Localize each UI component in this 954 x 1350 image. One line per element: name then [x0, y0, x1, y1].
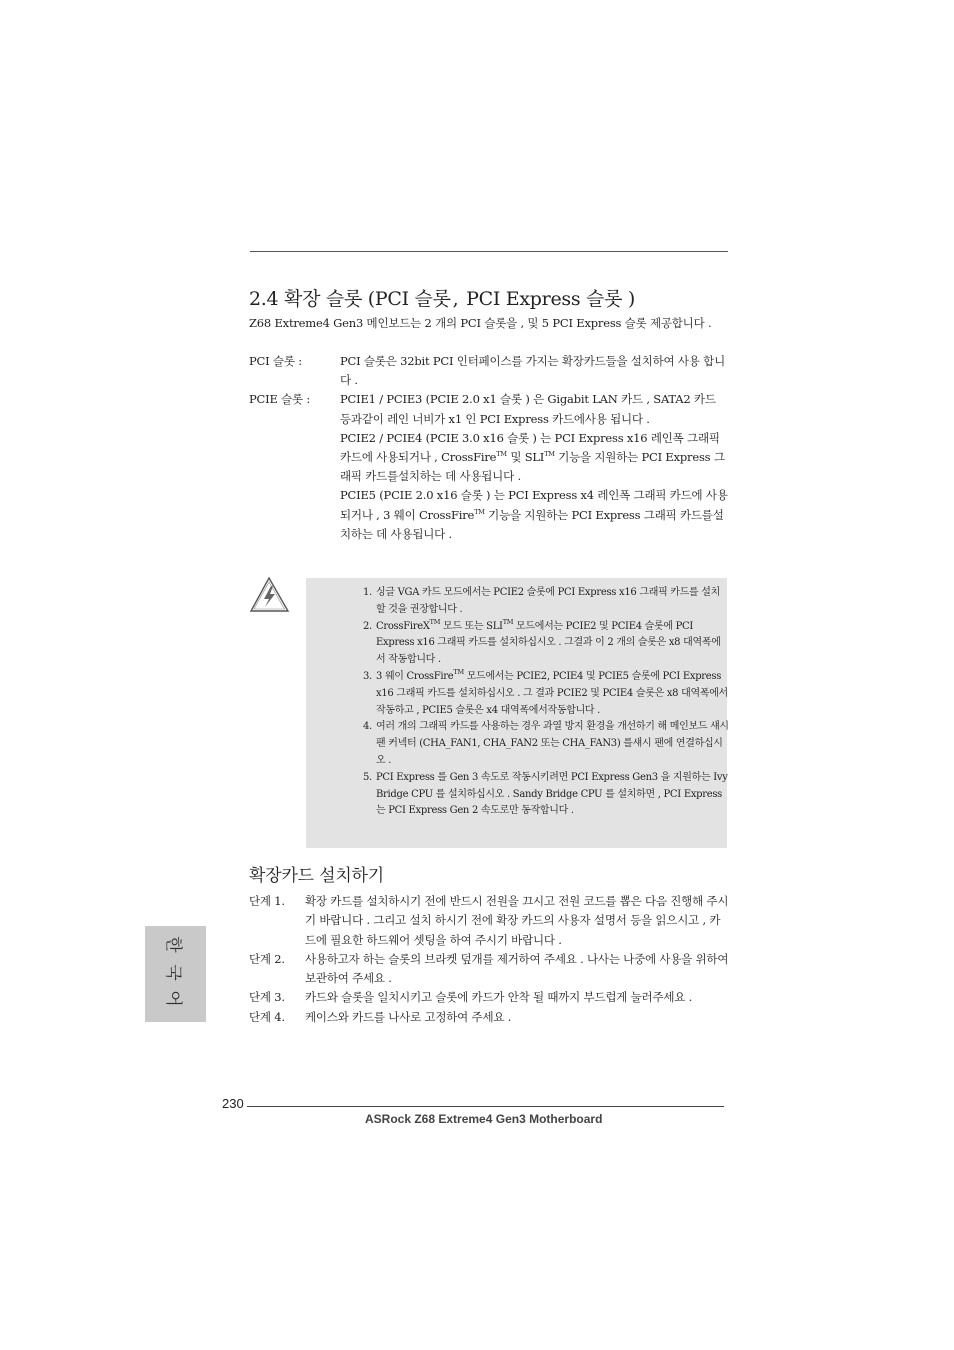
language-tab-char: 국 — [163, 964, 183, 981]
slot-definitions — [249, 352, 729, 544]
pci-slot-desc: PCI 슬롯은 32bit PCI 인터페이스를 가지는 확장카드들을 설치하여 사용 합니다 . — [340, 354, 725, 388]
pcie-desc-p1: PCIE1 / PCIE3 (PCIE 2.0 x1 슬롯 ) 은 Gigabit LAN 카드 , SATA2 카드 등과같이 레인 너비가 x1 인 PCI Express 카드에사용 됩니다 . — [340, 392, 716, 426]
notes-list — [363, 585, 729, 820]
note-item: 2. CrossFireX™ 모드 또는 SLI™ 모드에서는 PCIE2 및 PCIE4 슬롯에 PCI Express x16 그래픽 카드를 설치하십시오 . 그결과 이 2 개의 슬롯은 x8 대역폭에서 작동합니다 . — [363, 617, 721, 666]
note-item: 4. 여러 개의 그래픽 카드를 사용하는 경우 과열 방지 환경을 개선하기 해 메인보드 섀시 팬 커넥터 (CHA_FAN1, CHA_FAN2 또는 CHA_FAN3) 를섀시 팬에 연결하십시오 . — [363, 721, 729, 766]
step-3: 단계 3. 카드와 슬롯을 일치시키고 슬롯에 카드가 안착 될 때까지 부드럽게 눌러주세요 . — [249, 990, 693, 1005]
pcie-desc-p3: PCIE5 (PCIE 2.0 x16 슬롯 ) 는 PCI Express x4 레인폭 그래픽 카드에 사용되거나 , 3 웨이 CrossFire™ 기능을 지원하는 PCI Express 그래픽 카드를설치하는 데 사용됩니다 . — [340, 488, 728, 541]
note-item: 1. 싱글 VGA 카드 모드에서는 PCIE2 슬롯에 PCI Express x16 그래픽 카드를 설치할 것을 권장합니다 . — [363, 587, 720, 615]
install-steps — [249, 892, 729, 1027]
step-4: 단계 4. 케이스와 카드를 나사로 고정하여 주세요 . — [249, 1009, 512, 1024]
language-tab-char: 한 — [163, 936, 183, 953]
section-intro: Z68 Extreme4 Gen3 메인보드는 2 개의 PCI 슬롯을 , 및 5 PCI Express 슬롯 제공합니다 . — [249, 316, 712, 330]
pci-slot-term: PCI 슬롯 : — [249, 354, 302, 368]
pcie-slot-desc — [340, 390, 729, 544]
language-tab-char: 어 — [163, 990, 183, 1007]
note-item: 3. 3 웨이 CrossFire™ 모드에서는 PCIE2, PCIE4 및 PCIE5 슬롯에 PCI Express x16 그래픽 카드를 설치하십시오 . 그 결과 PCIE2 및 PCIE4 슬롯은 x8 대역폭에서 작동하고 , PCIE5 슬롯은 x4 대역폭에서작동합니다 . — [363, 667, 728, 716]
step-2: 단계 2. 사용하고자 하는 슬롯의 브라켓 덮개를 제거하여 주세요 . 나사는 나중에 사용을 위하여 보관하여 주세요 . — [249, 951, 729, 986]
warning-triangle-icon — [250, 576, 290, 614]
pcie-desc-p2: PCIE2 / PCIE4 (PCIE 3.0 x16 슬롯 ) 는 PCI Express x16 레인폭 그래픽카드에 사용되거나 , CrossFire™ 및 SLI™ 기능을 지원하는 PCI Express 그래픽 카드를설치하는 데 사용됩니다 . — [340, 430, 725, 484]
footer-product: ASRock Z68 Extreme4 Gen3 Motherboard — [365, 1112, 603, 1126]
pcie-slot-row — [249, 390, 729, 544]
install-title: 확장카드 설치하기 — [249, 866, 384, 886]
step-1: 단계 1. 확장 카드를 설치하시기 전에 반드시 전원을 끄시고 전원 코드를 뽑은 다음 진행해 주시기 바랍니다 . 그리고 설치 하시기 전에 확장 카드의 사용자 설명서 등을 읽으시고 , 카드에 필요한 하드웨어 셋팅을 하여 주시기 바랍니다 . — [249, 894, 729, 947]
top-divider — [250, 251, 728, 252]
language-tab — [145, 926, 206, 1022]
section-title: 2.4 확장 슬롯 (PCI 슬롯 , PCI Express 슬롯 ) — [249, 288, 635, 310]
page-number: 230 — [222, 1096, 244, 1111]
footer-divider — [247, 1106, 724, 1107]
pcie-slot-term: PCIE 슬롯 : — [249, 392, 311, 407]
note-item: 5. PCI Express 를 Gen 3 속도로 작동시키려면 PCI Express Gen3 을 지원하는 Ivy Bridge CPU 를 설치하십시오 . Sandy Bridge CPU 를 설치하면 , PCI Express 는 PCI Express Gen 2 속도로만 동작합니다 . — [363, 771, 728, 817]
pci-slot-row — [249, 352, 729, 390]
